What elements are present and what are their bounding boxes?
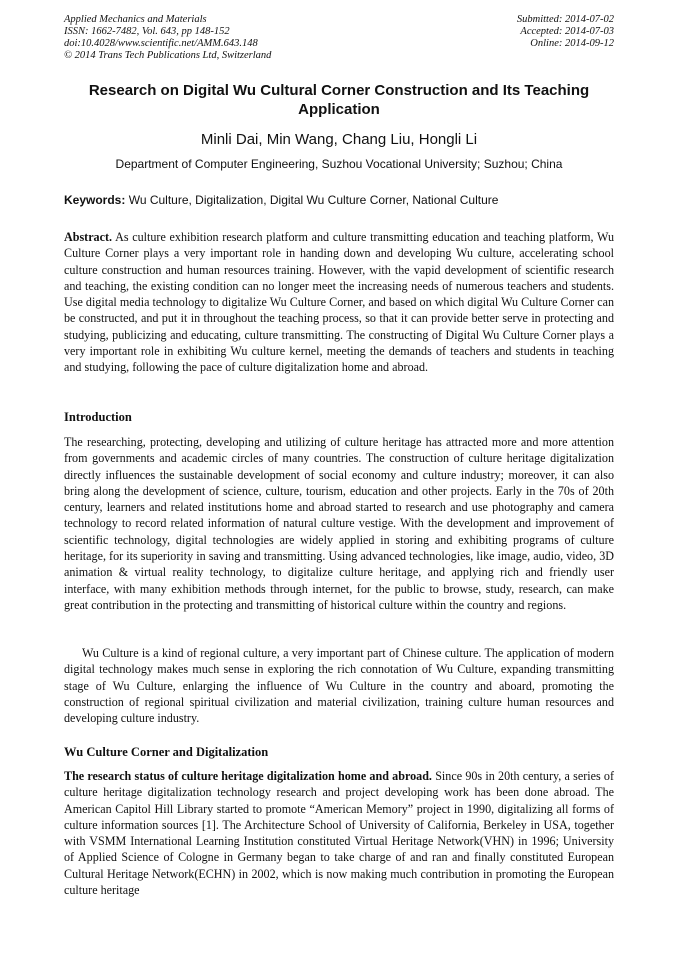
issn-line: ISSN: 1662-7482, Vol. 643, pp 148-152	[64, 26, 230, 37]
abstract-text: As culture exhibition research platform and culture transmitting education and teaching platform, Wu Culture Corner plays a very important role in handing down and developing Wu culture, accelerating school culture construction and human resources training. However, with the vapid development of scientific research and teaching, the existing condition can no longer meet the increasing needs of numerous teachers and students. Use digital media technology to digitalize Wu Culture Corner, and based on which digital Wu Culture Corner can be constructed, and put it in throughout the teaching process, so that it can provide better serve in protecting and studying, publicizing and educating, culture transmitting. The constructing of Digital Wu Culture Corner plays a very important role in exhibiting Wu culture kernel, meeting the demands of teachers and students in teaching and studying, following the pace of culture digitalization home and abroad.	[64, 230, 614, 375]
author-list: Minli Dai, Min Wang, Chang Liu, Hongli Li	[200, 131, 478, 148]
keywords-label: Keywords:	[64, 193, 126, 207]
keywords-line	[64, 193, 498, 208]
online-date: Online: 2014-09-12	[530, 38, 614, 49]
abstract-paragraph	[64, 229, 614, 376]
introduction-paragraph-1: The researching, protecting, developing and utilizing of culture heritage has attracted more and more attention from governments and academic circles of many countries. The construction of culture heritage digitalization directly influences the sustainable development of social economy and culture industry; moreover, it can also bring along the development of science, culture, tourism, education and other projects. Early in the 70s of 20th century, learners and related institutions home and abroad started to research and use photography and camera technology to record related information of natural culture vestige. With the development and improvement of scientific technology, digital technologies are widely applied in storing and exhibiting programs of culture heritage, for its superiority in saving and transmitting. Using advanced technologies, like image, audio, video, 3D animation & virtual reality technology, to digitalize culture heritage, and applying rich and friendly user interface, with many exhibition methods through internet, for the public to browse, study, research, can make great contribution in the protecting and transmitting of historical culture within the country and regions.	[64, 435, 614, 612]
doi-line[interactable]: doi:10.4028/www.scientific.net/AMM.643.148	[64, 38, 258, 49]
introduction-heading: Introduction	[64, 410, 132, 424]
paper-title: Research on Digital Wu Cultural Corner Construction and Its Teaching Application	[88, 82, 590, 118]
introduction-paragraph-2: Wu Culture is a kind of regional culture, a very important part of Chinese culture. The application of modern digital technology makes much sense in exploring the rich connotation of Wu Culture, expanding transmitting stage of Wu Culture, enlarging the influence of Wu Culture in the country and aboard, promoting the construction of regional spiritual civilization and material civilization, training culture human resources and developing culture industry.	[64, 646, 614, 726]
submitted-date: Submitted: 2014-07-02	[516, 14, 614, 25]
journal-header-left	[64, 14, 271, 62]
keywords-text: Wu Culture, Digitalization, Digital Wu Culture Corner, National Culture	[128, 193, 499, 207]
accepted-date: Accepted: 2014-07-03	[520, 26, 614, 37]
research-status-lead: The research status of culture heritage digitalization home and abroad.	[64, 769, 432, 783]
section-heading-wu-culture-corner: Wu Culture Corner and Digitalization	[64, 745, 269, 759]
abstract-label: Abstract.	[64, 230, 113, 244]
journal-header-right	[517, 14, 614, 50]
affiliation: Department of Computer Engineering, Suzhou Vocational University; Suzhou; China	[115, 157, 563, 171]
research-status-text: Since 90s in 20th century, a series of culture heritage digitalization technology research and project developing work has been done abroad. The American Capitol Hill Library started to promote “American Memory” project in 1990, digitalizing all forms of culture information sources [1]. The Architecture School of University of California, Berkeley in USA, together with VSMM International Learning Institution constituted Virtual Heritage Network(VHN) in 1996; University of Applied Science of Cologne in Germany began to take charge of and ran and finally constituted European Cultural Heritage Network(ECHN) in 2002, which is now making much contribution in promoting the European culture heritage	[64, 769, 614, 898]
research-status-paragraph	[64, 768, 614, 898]
copyright-line: © 2014 Trans Tech Publications Ltd, Switzerland	[64, 50, 272, 61]
journal-name: Applied Mechanics and Materials	[64, 14, 207, 25]
